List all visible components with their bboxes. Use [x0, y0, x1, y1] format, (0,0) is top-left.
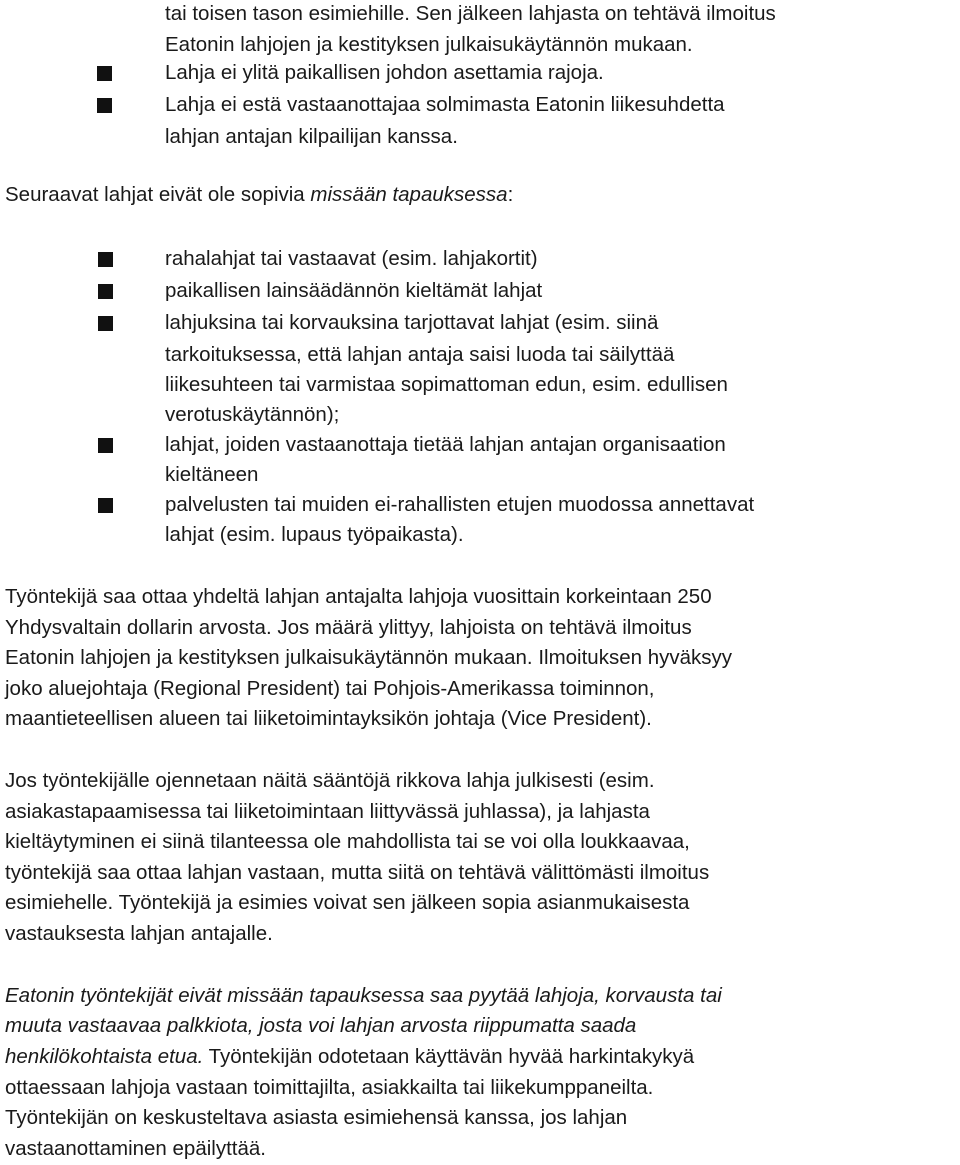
bullet-square-icon — [98, 252, 113, 267]
paragraph-line: Yhdysvaltain dollarin arvosta. Jos määrä ylittyy, lahjoista on tehtävä ilmoitus — [5, 616, 692, 639]
italic-text: muuta vastaavaa palkkiota, josta voi lahjan arvosta riippumatta saada — [5, 1014, 637, 1037]
intro-line: tai toisen tason esimiehille. Sen jälkeen lahjasta on tehtävä ilmoitus — [165, 2, 776, 25]
paragraph-line: Työntekijän on keskusteltava asiasta esimiehensä kanssa, jos lahjan — [5, 1106, 628, 1129]
intro-line: lahjan antajan kilpailijan kanssa. — [165, 125, 458, 148]
paragraph-line: vastaanottaminen epäilyttää. — [5, 1137, 266, 1160]
heading-text: Seuraavat lahjat eivät ole sopivia — [5, 183, 311, 206]
paragraph-line: työntekijä saa ottaa lahjan vastaan, mutta siitä on tehtävä välittömästi ilmoitus — [5, 861, 710, 884]
normal-text: Työntekijän odotetaan käyttävän hyvää harkintakykyä — [203, 1045, 695, 1068]
list-item: palvelusten tai muiden ei-rahallisten etujen muodossa annettavat — [165, 493, 755, 516]
italic-text: henkilökohtaista etua. — [5, 1045, 204, 1068]
paragraph-line: maantieteellisen alueen tai liiketoimintayksikön johtaja (Vice President). — [5, 707, 652, 730]
italic-text: Eatonin työntekijät eivät missään tapauksessa saa pyytää lahjoja, korvausta tai — [5, 984, 722, 1007]
list-item: rahalahjat tai vastaavat (esim. lahjakortit) — [165, 247, 538, 270]
list-item: lahjuksina tai korvauksina tarjottavat lahjat (esim. siinä — [165, 311, 659, 334]
list-item-continued: lahjat (esim. lupaus työpaikasta). — [165, 523, 464, 546]
bullet-square-icon — [97, 66, 112, 81]
intro-line: Eatonin lahjojen ja kestityksen julkaisukäytännön mukaan. — [165, 33, 693, 56]
paragraph-line: Työntekijä saa ottaa yhdeltä lahjan antajalta lahjoja vuosittain korkeintaan 250 — [5, 585, 712, 608]
bullet-square-icon — [98, 498, 113, 513]
bullet-square-icon — [98, 438, 113, 453]
list-item: paikallisen lainsäädännön kieltämät lahjat — [165, 279, 543, 302]
paragraph-line: asiakastapaamisessa tai liiketoimintaan liittyvässä juhlassa), ja lahjasta — [5, 800, 650, 823]
paragraph-line: vastauksesta lahjan antajalle. — [5, 922, 273, 945]
paragraph-line-mixed — [5, 1044, 694, 1070]
intro-line: Lahja ei estä vastaanottajaa solmimasta Eatonin liikesuhdetta — [165, 93, 725, 116]
bullet-square-icon — [98, 316, 113, 331]
list-item: lahjat, joiden vastaanottaja tietää lahjan antajan organisaation — [165, 433, 726, 456]
intro-line: Lahja ei ylitä paikallisen johdon asettamia rajoja. — [165, 61, 604, 84]
list-item-continued: tarkoituksessa, että lahjan antaja saisi luoda tai säilyttää — [165, 343, 675, 366]
heading-emphasis: missään tapauksessa — [310, 183, 508, 206]
paragraph-line: Jos työntekijälle ojennetaan näitä sääntöjä rikkova lahja julkisesti (esim. — [5, 769, 655, 792]
paragraph-line: ottaessaan lahjoja vastaan toimittajilta, asiakkailta tai liikekumppaneilta. — [5, 1076, 654, 1099]
list-item-continued: liikesuhteen tai varmistaa sopimattoman edun, esim. edullisen — [165, 373, 728, 396]
section-heading — [5, 182, 513, 208]
paragraph-line-italic — [5, 983, 722, 1009]
list-item-continued: kieltäneen — [165, 463, 259, 486]
heading-colon: : — [507, 183, 514, 206]
paragraph-line: Eatonin lahjojen ja kestityksen julkaisukäytännön mukaan. Ilmoituksen hyväksyy — [5, 646, 732, 669]
paragraph-line: joko aluejohtaja (Regional President) tai Pohjois-Amerikassa toiminnon, — [5, 677, 655, 700]
list-item-continued: verotuskäytännön); — [165, 403, 340, 426]
bullet-square-icon — [97, 98, 112, 113]
paragraph-line: esimiehelle. Työntekijä ja esimies voivat sen jälkeen sopia asianmukaisesta — [5, 891, 690, 914]
paragraph-line-italic — [5, 1013, 636, 1039]
paragraph-line: kieltäytyminen ei siinä tilanteessa ole mahdollista tai se voi olla loukkaavaa, — [5, 830, 690, 853]
bullet-square-icon — [98, 284, 113, 299]
